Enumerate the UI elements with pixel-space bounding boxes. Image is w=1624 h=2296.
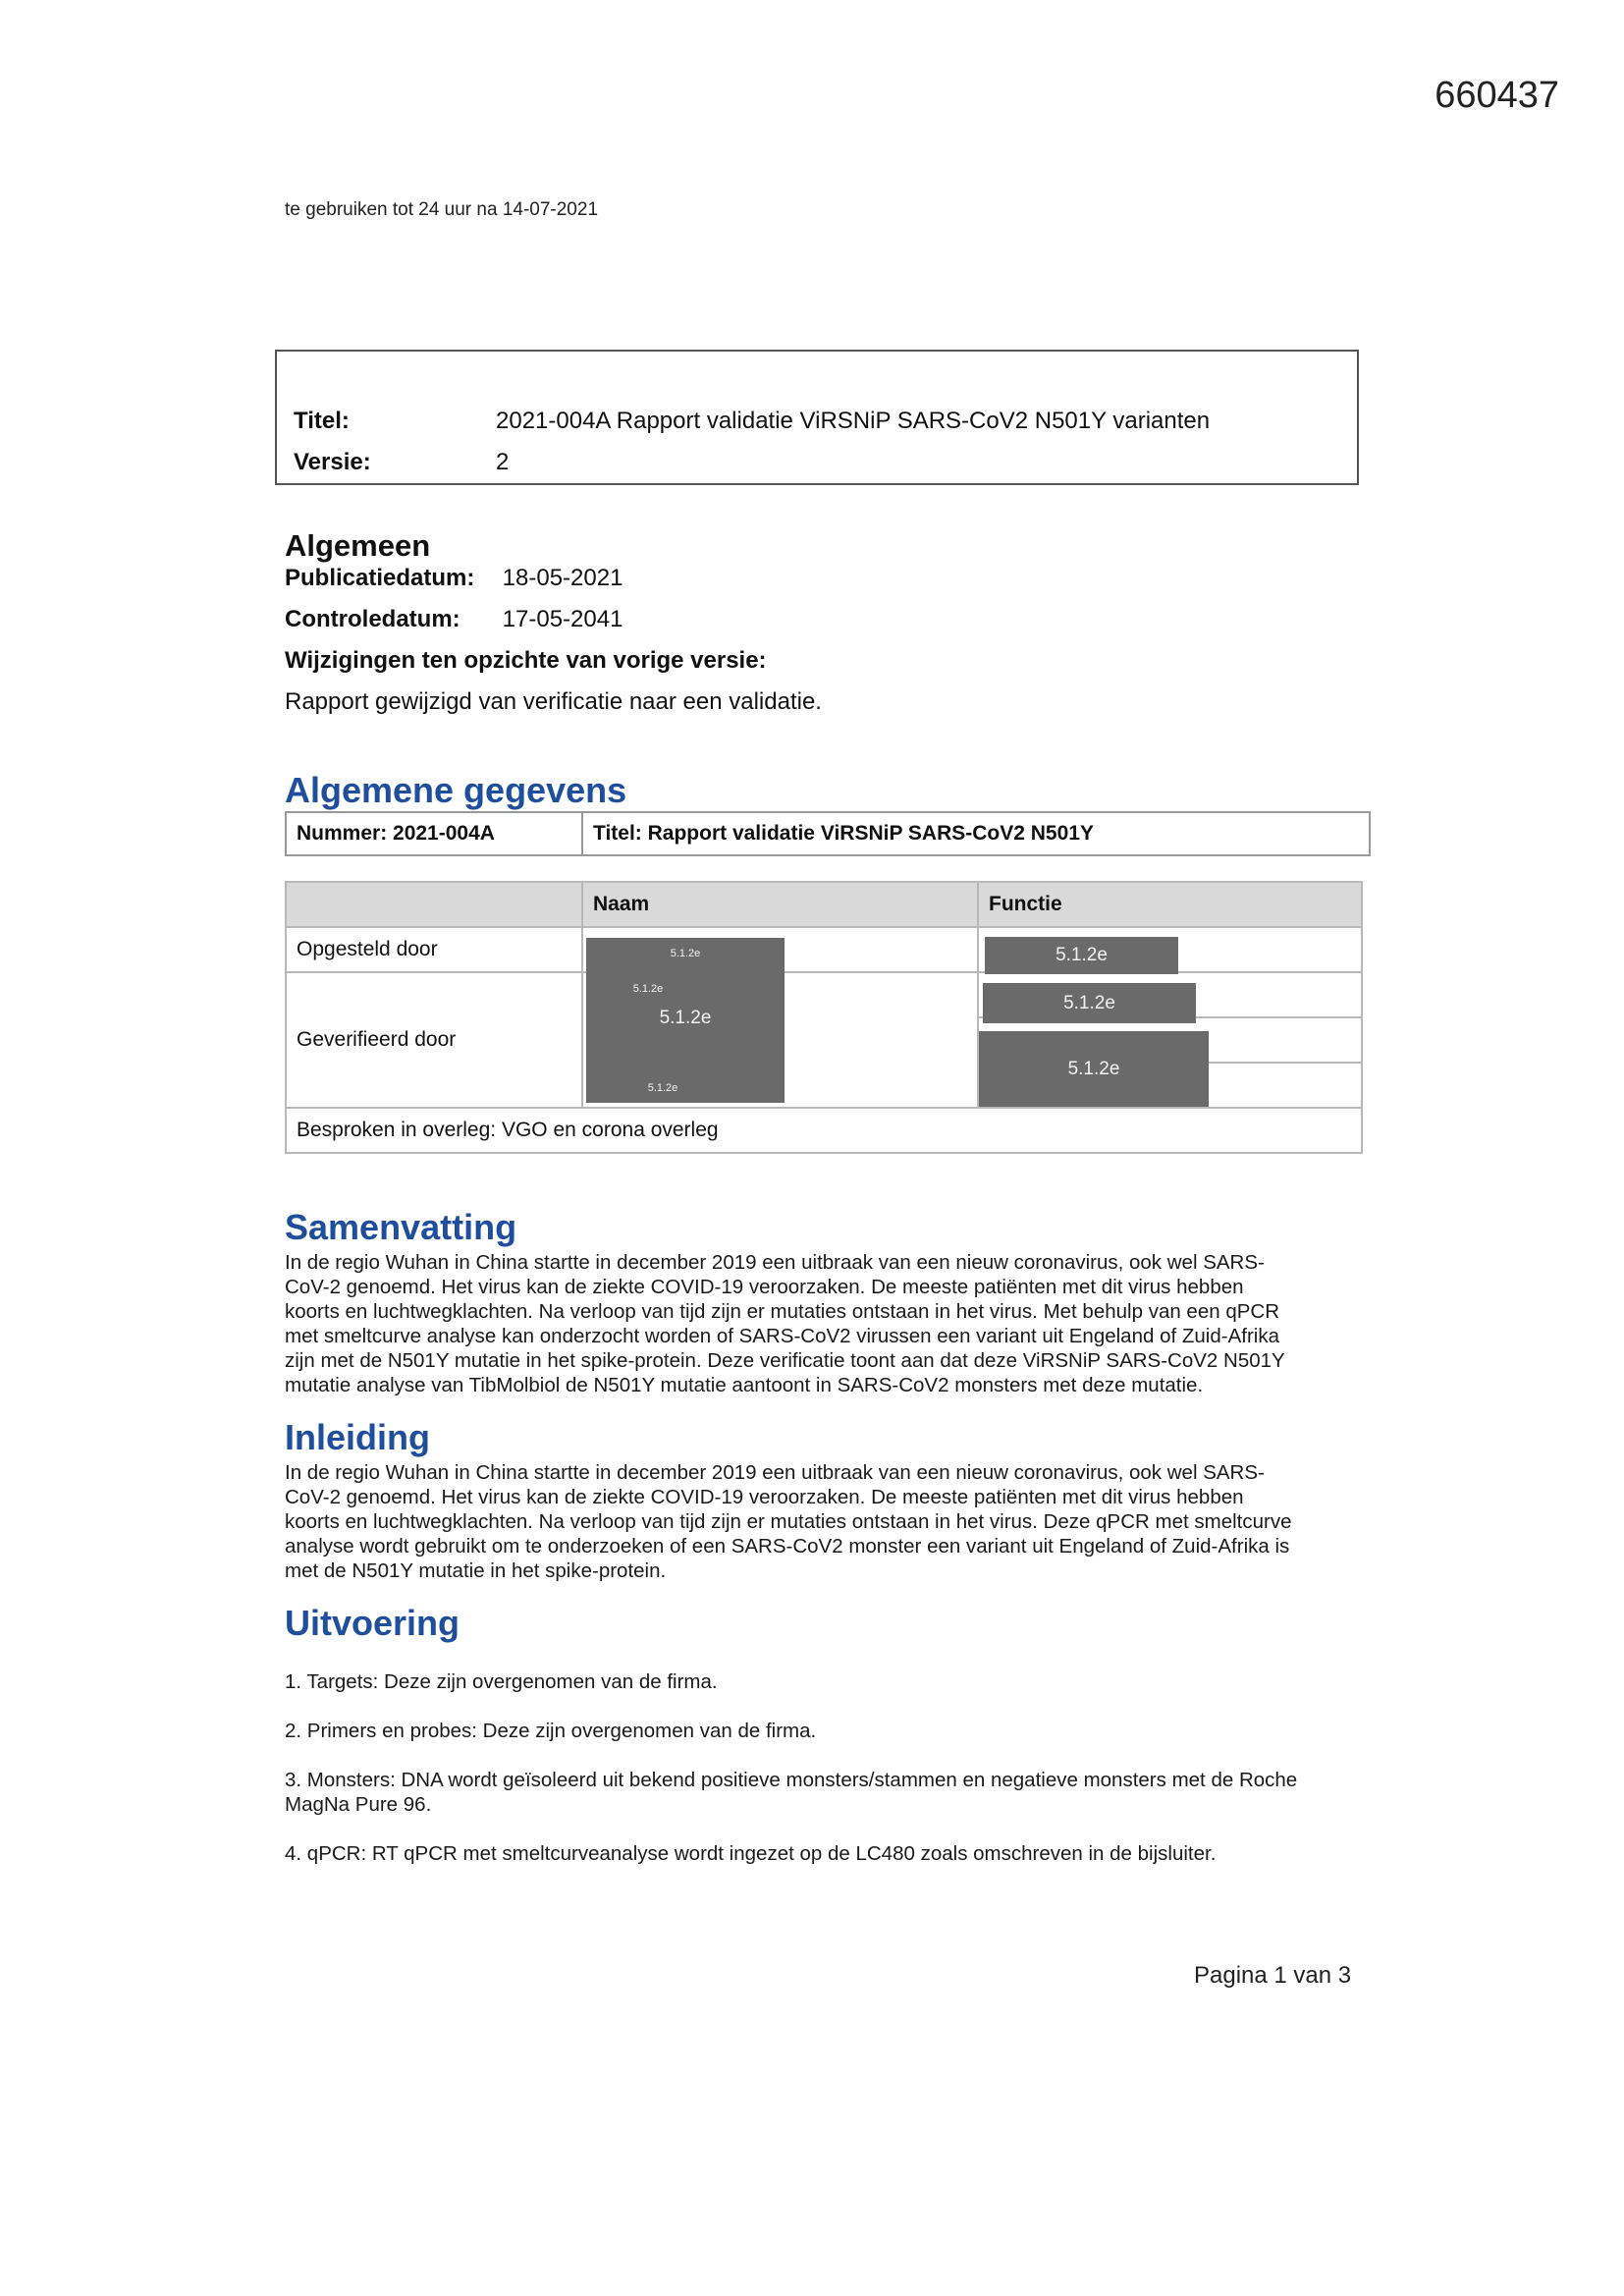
version-value: 2: [496, 449, 510, 475]
inleiding-line: In de regio Wuhan in China startte in december 2019 een uitbraak van een nieuw coronavirus, ook wel SARS-: [285, 1461, 1265, 1484]
besproken-cell: Besproken in overleg: VGO en corona overleg: [286, 1108, 1362, 1153]
people-header-row: [286, 882, 1362, 927]
document-number: 660437: [1435, 75, 1559, 116]
samenvatting-line: koorts en luchtwegklachten. Na verloop van tijd zijn er mutaties ontstaan in het virus. Met behulp van een qPCR: [285, 1300, 1280, 1323]
empty-header: [286, 882, 582, 927]
list-item: 4. qPCR: RT qPCR met smeltcurveanalyse wordt ingezet op de LC480 zoals omschreven in de bijsluiter.: [285, 1842, 1217, 1865]
naam-header: Naam: [582, 882, 978, 927]
samenvatting-line: mutatie analyse van TibMolbiol de N501Y mutatie aantoont in SARS-CoV2 monsters met deze mutatie.: [285, 1374, 1204, 1396]
redaction-code: 5.1.2e: [647, 1082, 678, 1094]
list-item: 3. Monsters: DNA wordt geïsoleerd uit bekend positieve monsters/stammen en negatieve monsters met de Roche MagNa Pure 96.: [285, 1769, 1298, 1816]
control-date-value: 17-05-2041: [502, 606, 623, 632]
algemene-gegevens-heading: Algemene gegevens: [285, 770, 627, 810]
samenvatting-line: met smeltcurve analyse kan onderzocht worden of SARS-CoV2 virussen een variant uit Engeland of Zuid-Afrika: [285, 1325, 1279, 1347]
redaction-code: 5.1.2e: [1067, 1058, 1120, 1079]
inleiding-line: met de N501Y mutatie in het spike-protein.: [285, 1559, 667, 1582]
version-label: Versie:: [294, 449, 371, 475]
number-cell: Nummer: 2021-004A: [286, 812, 582, 855]
redaction-code-small: [628, 982, 668, 996]
redaction-block-function: [983, 983, 1196, 1023]
uitvoering-heading: Uitvoering: [285, 1603, 460, 1643]
inleiding-line: analyse wordt gebruikt om te onderzoeken of een SARS-CoV2 monster een variant uit Engeland of Zuid-Afrika is: [285, 1535, 1290, 1558]
list-item: 2. Primers en probes: Deze zijn overgenomen van de firma.: [285, 1720, 817, 1742]
redaction-code-small: [638, 1080, 687, 1096]
opgesteld-row: [286, 927, 1362, 972]
control-date-row: [285, 606, 623, 633]
general-info-table: [285, 811, 1371, 856]
general-info-row: [286, 812, 1370, 855]
samenvatting-line: CoV-2 genoemd. Het virus kan de ziekte COVID-19 veroorzaken. De meeste patiënten met dit virus hebben: [285, 1276, 1244, 1298]
people-table: [285, 881, 1363, 1154]
redaction-block-function: [979, 1031, 1209, 1107]
list-item: 1. Targets: Deze zijn overgenomen van de firma.: [285, 1670, 718, 1693]
inleiding-body: [285, 1460, 1355, 1583]
redaction-code: 5.1.2e: [632, 983, 664, 995]
samenvatting-line: zijn met de N501Y mutatie in het spike-protein. Deze verificatie toont aan dat deze ViRSNiP SARS-CoV2 N501Y: [285, 1349, 1285, 1372]
samenvatting-heading: Samenvatting: [285, 1207, 517, 1247]
algemeen-heading: Algemeen: [285, 528, 431, 563]
publication-date-value: 18-05-2021: [502, 565, 623, 591]
title-box: [275, 350, 1359, 485]
inleiding-heading: Inleiding: [285, 1417, 430, 1457]
geverifieerd-row: [286, 972, 1362, 1017]
redaction-code: 5.1.2e: [1056, 945, 1108, 965]
geverifieerd-label: Geverifieerd door: [286, 972, 582, 1108]
title-cell: Titel: Rapport validatie ViRSNiP SARS-CoV2 N501Y: [582, 812, 1370, 855]
redaction-code-overlay: [626, 999, 744, 1038]
redaction-code: 5.1.2e: [659, 1008, 712, 1028]
control-date-label: Controledatum:: [285, 606, 460, 632]
functie-header: Functie: [978, 882, 1362, 927]
title-value: 2021-004A Rapport validatie ViRSNiP SARS-CoV2 N501Y varianten: [496, 408, 1211, 434]
usage-note: te gebruiken tot 24 uur na 14-07-2021: [285, 199, 599, 220]
publication-date-label: Publicatiedatum:: [285, 565, 475, 591]
changes-value: Rapport gewijzigd van verificatie naar een validatie.: [285, 688, 822, 715]
inleiding-line: CoV-2 genoemd. Het virus kan de ziekte COVID-19 veroorzaken. De meeste patiënten met dit virus hebben: [285, 1486, 1244, 1508]
title-label: Titel:: [294, 408, 350, 434]
inleiding-line: koorts en luchtwegklachten. Na verloop van tijd zijn er mutaties ontstaan in het virus. Deze qPCR met smeltcurve: [285, 1510, 1292, 1533]
redaction-code: 5.1.2e: [1063, 992, 1115, 1013]
samenvatting-body: [285, 1250, 1355, 1397]
page-number: Pagina 1 van 3: [1194, 1962, 1352, 1989]
redaction-block-function: [985, 937, 1178, 974]
redaction-code: 5.1.2e: [670, 948, 701, 959]
publication-date-row: [285, 565, 623, 592]
besproken-row: [286, 1108, 1362, 1153]
changes-label: Wijzigingen ten opzichte van vorige versie:: [285, 647, 767, 674]
opgesteld-label: Opgesteld door: [286, 927, 582, 972]
samenvatting-line: In de regio Wuhan in China startte in december 2019 een uitbraak van een nieuw coronavirus, ook wel SARS-: [285, 1251, 1265, 1274]
